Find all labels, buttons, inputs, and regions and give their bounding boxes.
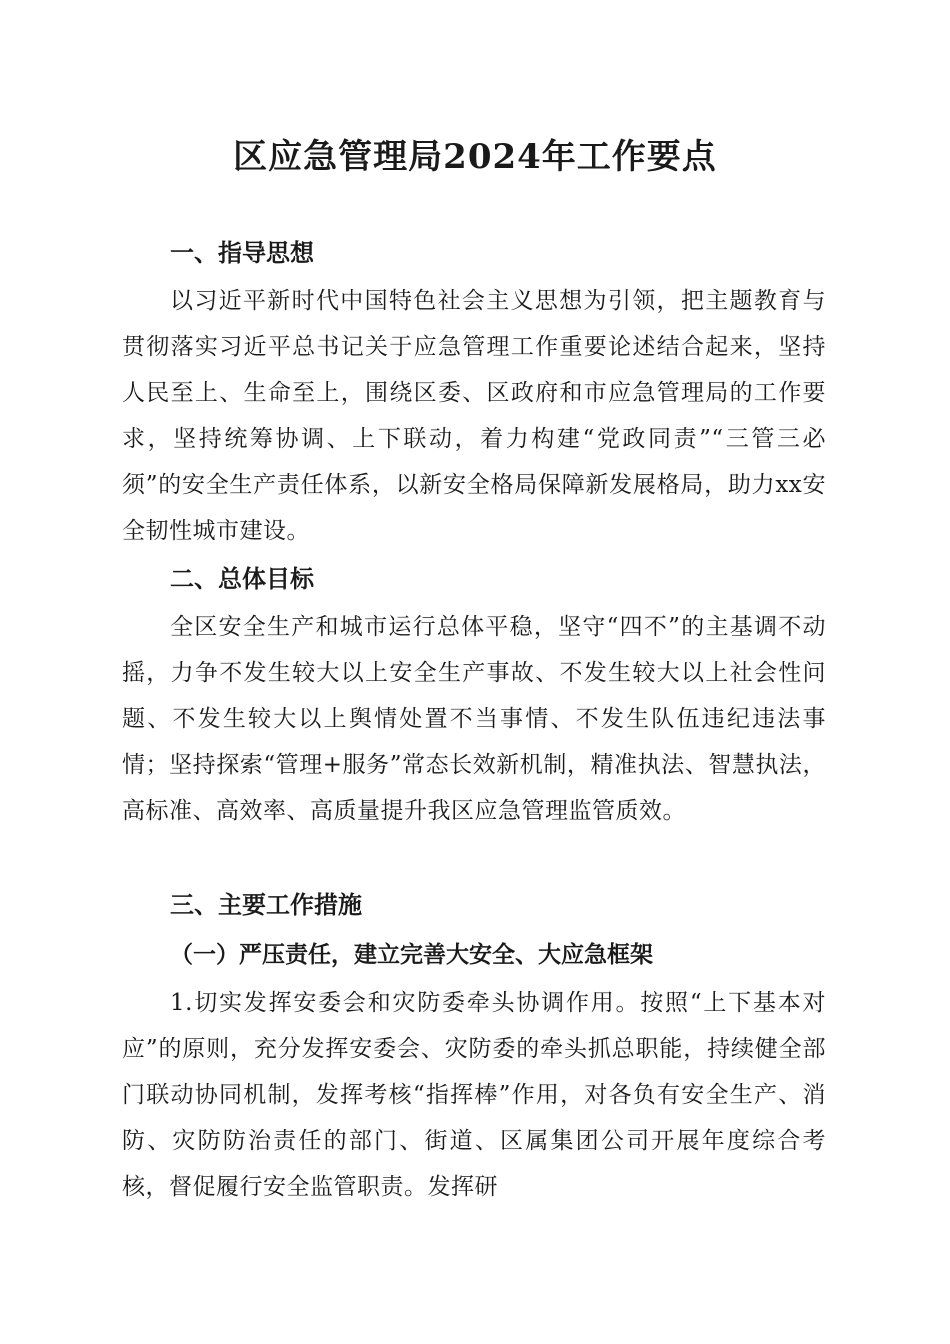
paragraph-guiding-ideology: 以习近平新时代中国特色社会主义思想为引领，把主题教育与贯彻落实习近平总书记关于应急管理工作重要论述结合起来，坚持人民至上、生命至上，围绕区委、区政府和市应急管理局的工作要求，坚持统筹协调、上下联动，着力构建“党政同责”“三管三必须”的安全生产责任体系，以新安全格局保障新发展格局，助力xx安全韧性城市建设。 [122, 288, 826, 544]
paragraph-measure-1: 1.切实发挥安委会和灾防委牵头协调作用。按照“上下基本对应”的原则，充分发挥安委会、灾防委的牵头抓总职能，持续健全部门联动协同机制，发挥考核“指挥棒”作用，对各负有安全生产、消防、灾防防治责任的部门、街道、区属集团公司开展年度综合考核，督促履行安全监管职责。发挥研 [122, 990, 826, 1200]
paragraph-overall-goals: 全区安全生产和城市运行总体平稳，坚守“四不”的主基调不动摇，力争不发生较大以上安全生产事故、不发生较大以上社会性问题、不发生较大以上舆情处置不当事情、不发生队伍违纪违法事情；坚持探索“管理+服务”常态长效新机制，精准执法、智慧执法，高标准、高效率、高质量提升我区应急管理监管质效。 [122, 614, 826, 824]
document-body [122, 228, 826, 1210]
section-heading-guiding-ideology: 一、指导思想 [170, 239, 314, 267]
section-heading-overall-goals: 二、总体目标 [170, 565, 314, 593]
section-heading-main-measures: 三、主要工作措施 [170, 891, 362, 919]
subsection-heading-responsibility: （一）严压责任，建立完善大安全、大应急框架 [170, 941, 653, 968]
document-title: 区应急管理局2024年工作要点 [233, 137, 717, 177]
